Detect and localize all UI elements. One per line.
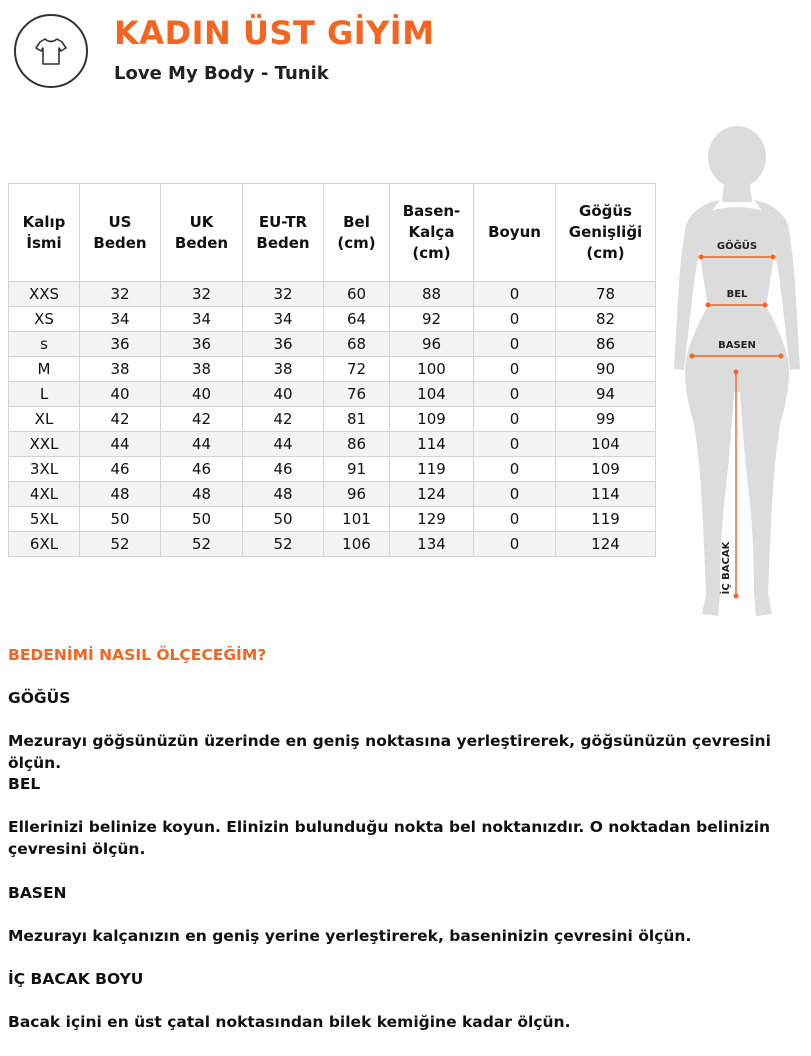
column-header	[243, 184, 324, 282]
hip-label: BASEN	[718, 340, 756, 351]
column-header	[556, 184, 656, 282]
table-cell: 60	[324, 282, 390, 307]
tshirt-icon	[14, 14, 88, 88]
chest-title: GÖĞÜS	[8, 689, 71, 707]
hip-text: Mezurayı kalçanızın en geniş yerine yerleştirerek, baseninizin çevresini ölçün.	[8, 927, 692, 945]
column-header-text: Boyun	[488, 223, 541, 241]
table-cell: 3XL	[9, 457, 80, 482]
table-header-row	[9, 184, 656, 282]
table-cell: XXL	[9, 432, 80, 457]
table-body	[9, 282, 656, 557]
column-header-text: Göğüs	[579, 202, 632, 220]
table-cell: 40	[80, 382, 161, 407]
table-cell: 46	[161, 457, 243, 482]
table-cell: 50	[161, 507, 243, 532]
column-header-text: UK	[189, 212, 214, 231]
table-cell: XXS	[9, 282, 80, 307]
table-cell: 104	[556, 432, 656, 457]
column-header-text: (cm)	[412, 244, 451, 262]
body-measurement-figure	[672, 124, 811, 620]
table-cell: 0	[474, 482, 556, 507]
chest-label: GÖĞÜS	[716, 241, 758, 252]
table-cell: 50	[80, 507, 161, 532]
inseam-label: İÇ BACAK	[721, 541, 732, 595]
table-cell: 88	[390, 282, 474, 307]
table-cell: 76	[324, 382, 390, 407]
table-cell: 0	[474, 407, 556, 432]
body-silhouette	[672, 124, 811, 620]
table-cell: 36	[243, 332, 324, 357]
table-cell: 91	[324, 457, 390, 482]
column-header-text: Kalıp	[22, 212, 66, 231]
column-header-text: Genişliği	[568, 223, 643, 241]
table-cell: 40	[161, 382, 243, 407]
waist-label: BEL	[726, 289, 748, 300]
table-cell: 32	[80, 282, 161, 307]
table-cell: M	[9, 357, 80, 382]
table-cell: 52	[161, 532, 243, 557]
table-cell: 82	[556, 307, 656, 332]
table-cell: 40	[243, 382, 324, 407]
column-header-text: İsmi	[26, 233, 62, 252]
table-cell: 114	[390, 432, 474, 457]
column-header	[9, 184, 80, 282]
table-cell: 46	[243, 457, 324, 482]
table-cell: 0	[474, 532, 556, 557]
table-cell: 78	[556, 282, 656, 307]
hip-title: BASEN	[8, 884, 67, 902]
column-header-text: Beden	[93, 233, 147, 252]
column-header-text: Bel	[343, 212, 370, 231]
table-cell: s	[9, 332, 80, 357]
table-cell: 36	[80, 332, 161, 357]
table-cell: 32	[161, 282, 243, 307]
table-cell: 38	[243, 357, 324, 382]
table-row	[9, 532, 656, 557]
table-cell: 99	[556, 407, 656, 432]
column-header	[390, 184, 474, 282]
guide-heading: BEDENİMİ NASIL ÖLÇECEĞİM?	[8, 646, 267, 664]
table-cell: 52	[243, 532, 324, 557]
table-cell: 52	[80, 532, 161, 557]
table-cell: 0	[474, 457, 556, 482]
table-cell: XS	[9, 307, 80, 332]
table-cell: 38	[161, 357, 243, 382]
table-cell: 46	[80, 457, 161, 482]
table-cell: 48	[161, 482, 243, 507]
table-cell: 0	[474, 432, 556, 457]
table-cell: 34	[80, 307, 161, 332]
column-header-text: (cm)	[586, 244, 625, 262]
table-cell: 0	[474, 382, 556, 407]
column-header-text: Beden	[256, 233, 310, 252]
table-cell: 64	[324, 307, 390, 332]
column-header	[324, 184, 390, 282]
chest-text: Mezurayı göğsünüzün üzerinde en geniş noktasına yerleştirerek, göğsünüzün çevresini ölçün.	[8, 732, 771, 772]
table-cell: 134	[390, 532, 474, 557]
table-cell: 81	[324, 407, 390, 432]
table-cell: 106	[324, 532, 390, 557]
table-cell: 50	[243, 507, 324, 532]
table-cell: 48	[80, 482, 161, 507]
table-cell: 114	[556, 482, 656, 507]
inseam-title: İÇ BACAK BOYU	[8, 970, 144, 988]
size-table	[8, 183, 656, 557]
column-header	[161, 184, 243, 282]
column-header-text: US	[108, 212, 132, 231]
table-row	[9, 282, 656, 307]
table-cell: 124	[390, 482, 474, 507]
table-cell: 104	[390, 382, 474, 407]
table-cell: 129	[390, 507, 474, 532]
table-cell: 44	[161, 432, 243, 457]
table-row	[9, 457, 656, 482]
waist-text: Ellerinizi belinize koyun. Elinizin bulunduğu nokta bel noktanızdır. O noktadan belinizin çevresini ölçün.	[8, 818, 771, 858]
column-header-text: (cm)	[337, 233, 376, 252]
column-header-text: EU-TR	[258, 212, 308, 231]
table-cell: 109	[556, 457, 656, 482]
table-row	[9, 332, 656, 357]
table-cell: 0	[474, 357, 556, 382]
table-row	[9, 407, 656, 432]
table-cell: 34	[161, 307, 243, 332]
table-cell: 38	[80, 357, 161, 382]
table-row	[9, 482, 656, 507]
waist-title: BEL	[8, 775, 41, 793]
table-cell: 90	[556, 357, 656, 382]
table-cell: 0	[474, 507, 556, 532]
table-cell: 124	[556, 532, 656, 557]
table-cell: 36	[161, 332, 243, 357]
table-row	[9, 307, 656, 332]
page-title: KADIN ÜST GİYİM	[114, 14, 435, 52]
table-row	[9, 382, 656, 407]
product-subtitle: Love My Body - Tunik	[114, 63, 329, 84]
column-header-text: Basen-	[402, 202, 461, 220]
table-cell: L	[9, 382, 80, 407]
table-cell: 96	[390, 332, 474, 357]
table-cell: 42	[161, 407, 243, 432]
table-row	[9, 357, 656, 382]
table-cell: 0	[474, 307, 556, 332]
table-cell: 48	[243, 482, 324, 507]
inseam-text: Bacak içini en üst çatal noktasından bilek kemiğine kadar ölçün.	[8, 1013, 571, 1031]
table-cell: 32	[243, 282, 324, 307]
table-cell: 42	[80, 407, 161, 432]
table-cell: 72	[324, 357, 390, 382]
table-cell: 92	[390, 307, 474, 332]
table-cell: 44	[243, 432, 324, 457]
table-cell: 109	[390, 407, 474, 432]
table-cell: 0	[474, 282, 556, 307]
table-cell: 42	[243, 407, 324, 432]
column-header-text: Kalça	[408, 223, 455, 241]
table-cell: 119	[556, 507, 656, 532]
table-cell: 100	[390, 357, 474, 382]
table-row	[9, 432, 656, 457]
table-cell: XL	[9, 407, 80, 432]
table-cell: 86	[324, 432, 390, 457]
table-cell: 6XL	[9, 532, 80, 557]
table-cell: 86	[556, 332, 656, 357]
column-header	[80, 184, 161, 282]
table-cell: 119	[390, 457, 474, 482]
table-row	[9, 507, 656, 532]
table-cell: 68	[324, 332, 390, 357]
table-cell: 34	[243, 307, 324, 332]
table-cell: 4XL	[9, 482, 80, 507]
table-cell: 5XL	[9, 507, 80, 532]
table-cell: 96	[324, 482, 390, 507]
table-cell: 0	[474, 332, 556, 357]
column-header-text: Beden	[174, 233, 229, 252]
table-cell: 44	[80, 432, 161, 457]
table-cell: 94	[556, 382, 656, 407]
column-header	[474, 184, 556, 282]
table-cell: 101	[324, 507, 390, 532]
